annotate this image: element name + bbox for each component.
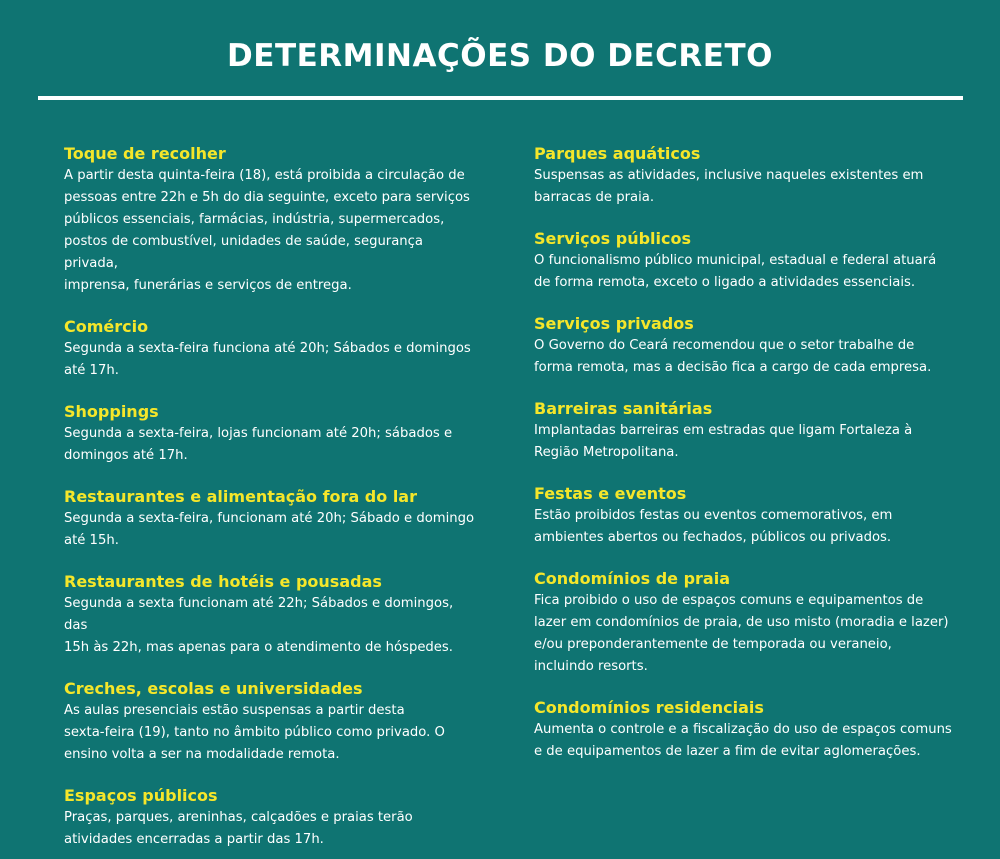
section-heading: Condomínios residenciais (534, 698, 764, 717)
section-toque-de-recolher (64, 142, 479, 297)
section-parques-aquaticos (534, 142, 954, 209)
section-festas-eventos (534, 482, 954, 549)
section-heading: Condomínios de praia (534, 569, 730, 588)
section-text: Implantadas barreiras em estradas que ligam Fortaleza à Região Metropolitana. (534, 423, 913, 460)
section-heading: Espaços públicos (64, 786, 218, 805)
section-text: Aumenta o controle e a fiscalização do uso de espaços comuns e de equipamentos de lazer a fim de evitar aglomerações. (534, 722, 952, 759)
section-servicos-publicos (534, 227, 954, 294)
section-creches-escolas (64, 677, 479, 766)
section-text: Segunda a sexta-feira funciona até 20h; Sábados e domingos até 17h. (64, 341, 471, 378)
section-barreiras-sanitarias (534, 397, 954, 464)
left-column (64, 142, 479, 851)
section-heading: Comércio (64, 317, 149, 336)
section-text: Suspensas as atividades, inclusive naqueles existentes em barracas de praia. (534, 168, 924, 205)
page-title: DETERMINAÇÕES DO DECRETO (227, 38, 773, 74)
section-text: O funcionalismo público municipal, estadual e federal atuará de forma remota, exceto o ligado a atividades essenciais. (534, 253, 937, 290)
section-shoppings (64, 400, 479, 467)
section-text: Praças, parques, areninhas, calçadões e praias terão atividades encerradas a partir das 17h. (64, 810, 413, 847)
section-heading: Restaurantes de hotéis e pousadas (64, 572, 382, 591)
section-restaurantes (64, 485, 479, 552)
section-comercio (64, 315, 479, 382)
section-heading: Barreiras sanitárias (534, 399, 713, 418)
section-text: Segunda a sexta-feira, funcionam até 20h; Sábado e domingo até 15h. (64, 511, 475, 548)
section-heading: Serviços privados (534, 314, 694, 333)
section-heading: Serviços públicos (534, 229, 692, 248)
section-heading: Restaurantes e alimentação fora do lar (64, 487, 417, 506)
section-text: A partir desta quinta-feira (18), está proibida a circulação de pessoas entre 22h e 5h do dia seguinte, exceto para serviços públicos essenciais, farmácias, indústria, supermercados, postos de combustível, unidades de saúde, segurança privada, imprensa, funerárias e serviços de entrega. (64, 168, 470, 293)
section-condominios-praia (534, 567, 954, 678)
section-espacos-publicos (64, 784, 479, 851)
section-heading: Festas e eventos (534, 484, 687, 503)
section-servicos-privados (534, 312, 954, 379)
section-text: Fica proibido o uso de espaços comuns e equipamentos de lazer em condomínios de praia, de uso misto (moradia e lazer) e/ou preponderantemente de temporada ou veraneio, incluindo resorts. (534, 593, 949, 674)
section-condominios-residenciais (534, 696, 954, 763)
section-heading: Creches, escolas e universidades (64, 679, 363, 698)
section-text: As aulas presenciais estão suspensas a partir desta sexta-feira (19), tanto no âmbito público como privado. O ensino volta a ser na modalidade remota. (64, 703, 445, 762)
section-text: Segunda a sexta-feira, lojas funcionam até 20h; sábados e domingos até 17h. (64, 426, 453, 463)
section-text: Estão proibidos festas ou eventos comemorativos, em ambientes abertos ou fechados, públicos ou privados. (534, 508, 893, 545)
section-text: O Governo do Ceará recomendou que o setor trabalhe de forma remota, mas a decisão fica a cargo de cada empresa. (534, 338, 932, 375)
section-heading: Toque de recolher (64, 144, 226, 163)
section-restaurantes-hoteis (64, 570, 479, 659)
right-column (534, 142, 954, 763)
title-divider (38, 96, 963, 100)
section-text: Segunda a sexta funcionam até 22h; Sábados e domingos, das 15h às 22h, mas apenas para o atendimento de hóspedes. (64, 596, 454, 655)
section-heading: Shoppings (64, 402, 159, 421)
section-heading: Parques aquáticos (534, 144, 701, 163)
